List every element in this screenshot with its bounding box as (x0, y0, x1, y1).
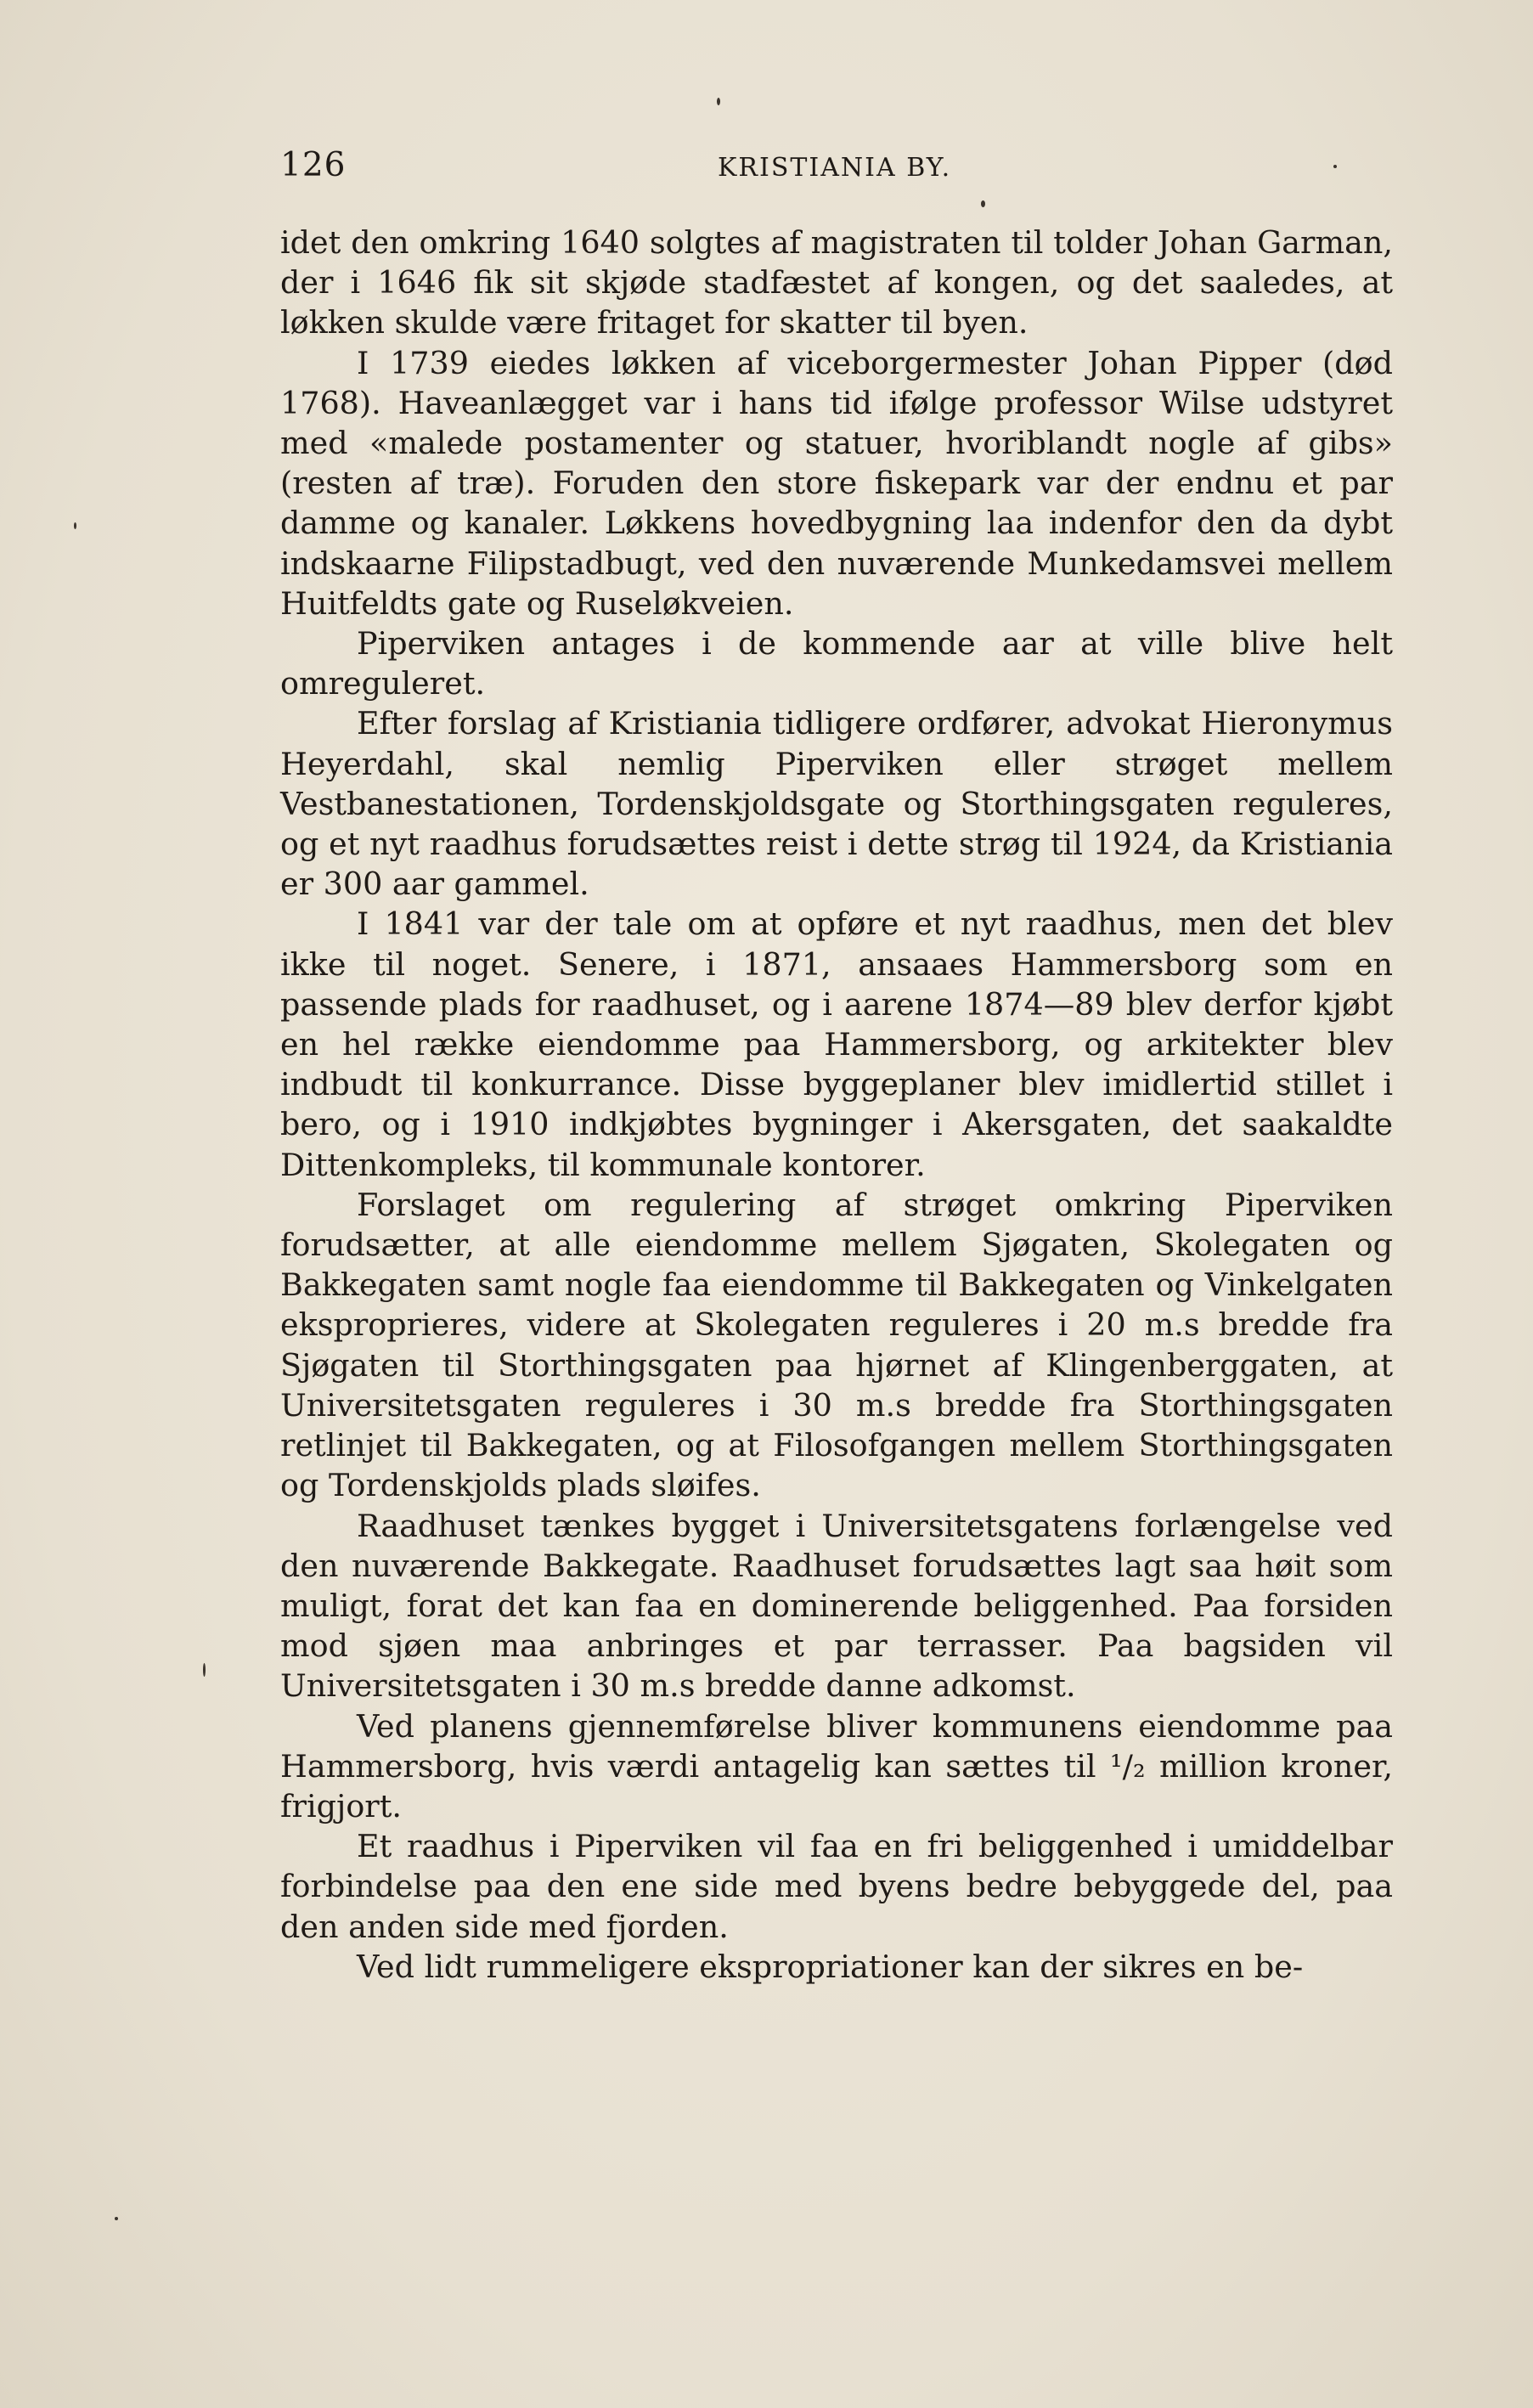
paragraph: Raadhuset tænkes bygget i Universitetsgatens forlængelse ved den nuværende Bakkegate. Raadhuset forudsættes lagt saa høit som muligt, forat det kan faa en dominerende beliggenhed. Paa forsiden mod sjøen maa anbringes et par terrasser. Paa bagsiden vil Universitetsgaten i 30 m.s bredde danne adkomst. (280, 1507, 1393, 1705)
ink-speck (203, 1663, 206, 1677)
paragraph: idet den omkring 1640 solgtes af magistraten til tolder Johan Garman, der i 1646 fik sit skjøde stadfæstet af kongen, og det saaledes, at løkken skulde være fritaget for skatter til byen. (280, 224, 1393, 341)
paragraph: I 1739 eiedes løkken af viceborgermester Johan Pipper (død 1768). Haveanlægget var i hans tid ifølge professor Wilse udstyret med «malede postamenter og statuer, hvoriblandt nogle af gibs» (resten af træ). Foruden den store fiskepark var der endnu et par damme og kanaler. Løkkens hovedbygning laa indenfor den da dybt indskaarne Filipstadbugt, ved den nuværende Munkedamsvei mellem Huitfeldts gate og Ruseløkveien. (280, 344, 1393, 622)
ink-speck (115, 2217, 118, 2220)
running-head: KRISTIANIA BY. (718, 153, 952, 183)
paragraph: I 1841 var der tale om at opføre et nyt raadhus, men det blev ikke til noget. Senere, i 1871, ansaaes Hammersborg som en passende plads for raadhuset, og i aarene 1874—89 blev derfor kjøbt en hel række eiendomme paa Hammersborg, og arkitekter blev indbudt til konkurrance. Disse byggeplaner blev imidlertid stillet i bero, og i 1910 indkjøbtes bygninger i Akersgaten, det saakaldte Dittenkompleks, til kommunale kontorer. (280, 905, 1393, 1183)
paragraph: Ved lidt rummeligere ekspropriationer kan der sikres en be- (357, 1948, 1304, 1985)
paragraph: Forslaget om regulering af strøget omkring Piperviken forudsætter, at alle eiendomme mellem Sjøgaten, Skolegaten og Bakkegaten samt nogle faa eiendomme til Bakkegaten og Vinkelgaten eksproprieres, videre at Skolegaten reguleres i 20 m.s bredde fra Sjøgaten til Storthingsgaten paa hjørnet af Klingenberggaten, at Universitetsgaten reguleres i 30 m.s bredde fra Storthingsgaten retlinjet til Bakkegaten, og at Filosofgangen mellem Storthingsgaten og Tordenskjolds plads sløifes. (280, 1186, 1393, 1504)
page-number: 126 (280, 146, 347, 184)
page-header (280, 146, 1393, 197)
ink-speck (74, 522, 76, 529)
paragraph: Piperviken antages i de kommende aar at ville blive helt omreguleret. (280, 625, 1393, 702)
paragraph: Et raadhus i Piperviken vil faa en fri beliggenhed i umiddelbar forbindelse paa den ene side med byens bedre bebyggede del, paa den anden side med fjorden. (280, 1828, 1393, 1945)
ink-speck (1333, 165, 1337, 168)
paragraph: Efter forslag af Kristiania tidligere ordfører, advokat Hieronymus Heyerdahl, skal nemlig Piperviken eller strøget mellem Vestbanestationen, Tordenskjoldsgate og Storthingsgaten reguleres, og et nyt raadhus forudsættes reist i dette strøg til 1924, da Kristiania er 300 aar gammel. (280, 705, 1393, 903)
ink-speck (981, 200, 985, 207)
body-text (280, 223, 1393, 1987)
ink-speck (717, 98, 720, 105)
paragraph: Ved planens gjennemførelse bliver kommunens eiendomme paa Hammersborg, hvis værdi antagelig kan sættes til ¹/₂ million kroner, frigjort. (280, 1707, 1393, 1824)
